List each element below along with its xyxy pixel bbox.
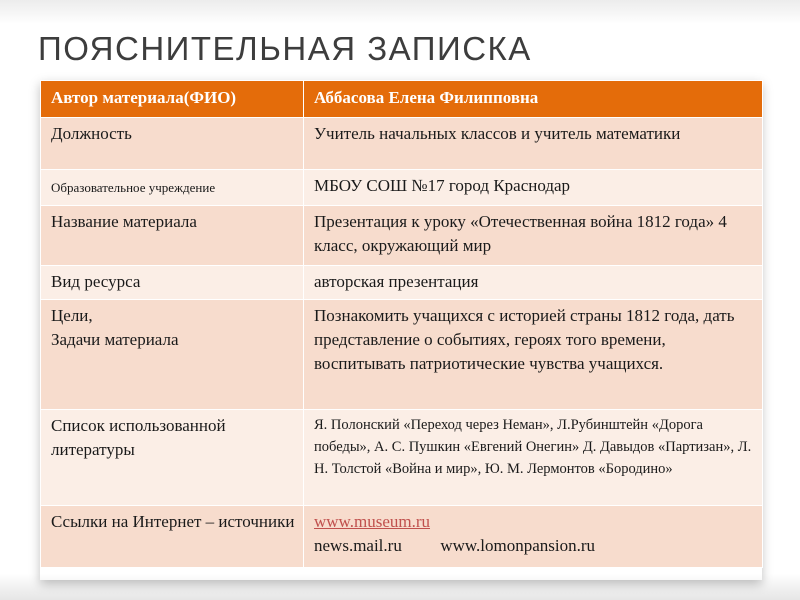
label-cell: Название материала <box>41 206 304 266</box>
info-table-container <box>40 80 762 580</box>
table-row <box>41 410 763 506</box>
label-cell: Ссылки на Интернет – источники <box>41 506 304 568</box>
value-cell: Познакомить учащихся с историей страны 1812 года, дать представление о событиях, героях того времени, воспитывать патриотические чувства учащихся. <box>304 300 763 410</box>
value-cell: Презентация к уроку «Отечественная война 1812 года» 4 класс, окружающий мир <box>304 206 763 266</box>
label-line: Задачи материала <box>51 330 179 349</box>
header-label-cell: Автор материала(ФИО) <box>41 81 304 118</box>
table-row <box>41 206 763 266</box>
table-header-row <box>41 81 763 118</box>
table-row <box>41 506 763 568</box>
table-row <box>41 300 763 410</box>
table-row <box>41 170 763 206</box>
value-cell <box>304 506 763 568</box>
slide-title: ПОЯСНИТЕЛЬНАЯ ЗАПИСКА <box>38 30 532 67</box>
label-line: Цели, <box>51 306 93 325</box>
museum-link[interactable]: www.museum.ru <box>314 512 430 531</box>
header-value-cell: Аббасова Елена Филипповна <box>304 81 763 118</box>
label-cell: Список использованной литературы <box>41 410 304 506</box>
label-cell <box>41 300 304 410</box>
value-cell: авторская презентация <box>304 266 763 300</box>
value-cell: Я. Полонский «Переход через Неман», Л.Рубинштейн «Дорога победы», А. С. Пушкин «Евгений Онегин» Д. Давыдов «Партизан», Л. Н. Толстой «Война и мир», Ю. М. Лермонтов «Бородино» <box>304 410 763 506</box>
lomonpansion-link[interactable]: www.lomonpansion.ru <box>440 536 596 555</box>
value-cell: МБОУ СОШ №17 город Краснодар <box>304 170 763 206</box>
label-cell: Должность <box>41 118 304 170</box>
label-cell: Образовательное учреждение <box>41 170 304 206</box>
top-gradient-band <box>0 0 800 24</box>
value-cell: Учитель начальных классов и учитель математики <box>304 118 763 170</box>
label-cell: Вид ресурса <box>41 266 304 300</box>
table-row <box>41 118 763 170</box>
mail-link[interactable]: news.mail.ru <box>314 536 402 555</box>
info-table <box>40 80 763 568</box>
table-row <box>41 266 763 300</box>
